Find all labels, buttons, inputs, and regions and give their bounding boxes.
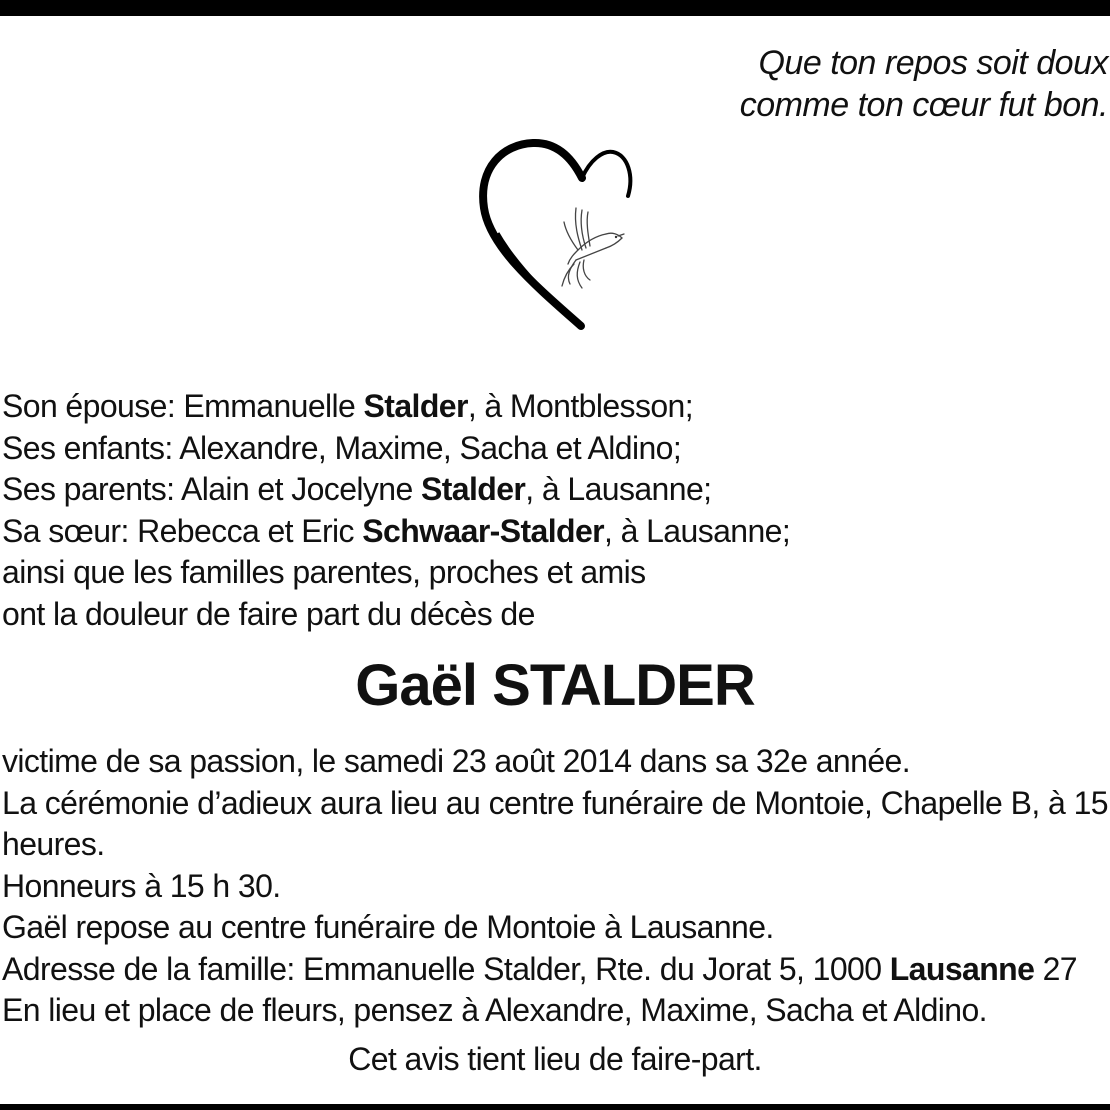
passing-line: victime de sa passion, le samedi 23 août 2014 dans sa 32e année. — [2, 743, 911, 779]
sister-surname: Schwaar-Stalder — [362, 512, 605, 549]
children-line: Ses enfants: Alexandre, Maxime, Sacha et Aldino; — [2, 429, 682, 466]
address-prefix: Adresse de la famille: Emmanuelle Stalder, Rte. du Jorat 5, 1000 — [2, 950, 890, 987]
sister-suffix: , à Lausanne; — [604, 512, 791, 549]
relatives-line: ainsi que les familles parentes, proches et amis — [2, 554, 646, 590]
parents-line — [2, 469, 1110, 511]
ceremony-line: La cérémonie d’adieux aura lieu au centre funéraire de Montoie, Chapelle B, à 15 heures. — [2, 784, 1108, 862]
spouse-prefix: Son épouse: Emmanuelle — [2, 388, 364, 424]
closing-line: Cet avis tient lieu de faire-part. — [348, 1041, 762, 1077]
spouse-surname: Stalder — [363, 388, 468, 424]
parents-suffix: , à Lausanne; — [525, 471, 712, 507]
parents-prefix: Ses parents: Alain et Jocelyne — [2, 471, 421, 507]
bottom-rule — [0, 1104, 1110, 1110]
deceased-name: Gaël STALDER — [355, 653, 755, 718]
epitaph-line-2: comme ton cœur fut bon. — [739, 86, 1108, 124]
spouse-suffix: , à Montblesson; — [467, 388, 694, 424]
details — [2, 741, 1110, 1032]
spouse-line — [2, 386, 1110, 428]
family-list — [2, 386, 1110, 635]
epitaph — [508, 42, 1108, 126]
top-rule — [0, 0, 1110, 16]
sister-line — [2, 511, 1110, 553]
parents-surname: Stalder — [421, 471, 526, 507]
flowers-line: En lieu et place de fleurs, pensez à Alexandre, Maxime, Sacha et Aldino. — [2, 992, 987, 1028]
address-suffix: 27 — [1034, 950, 1077, 987]
sister-prefix: Sa sœur: Rebecca et Eric — [2, 512, 363, 549]
announcement-line: ont la douleur de faire part du décès de — [2, 595, 535, 632]
rests-line: Gaël repose au centre funéraire de Montoie à Lausanne. — [2, 909, 774, 945]
address-line — [2, 949, 1110, 991]
honours-line: Honneurs à 15 h 30. — [2, 867, 281, 904]
heart-with-dove-icon — [478, 138, 638, 334]
address-city: Lausanne — [889, 950, 1035, 987]
epitaph-line-1: Que ton repos soit doux — [758, 44, 1108, 82]
